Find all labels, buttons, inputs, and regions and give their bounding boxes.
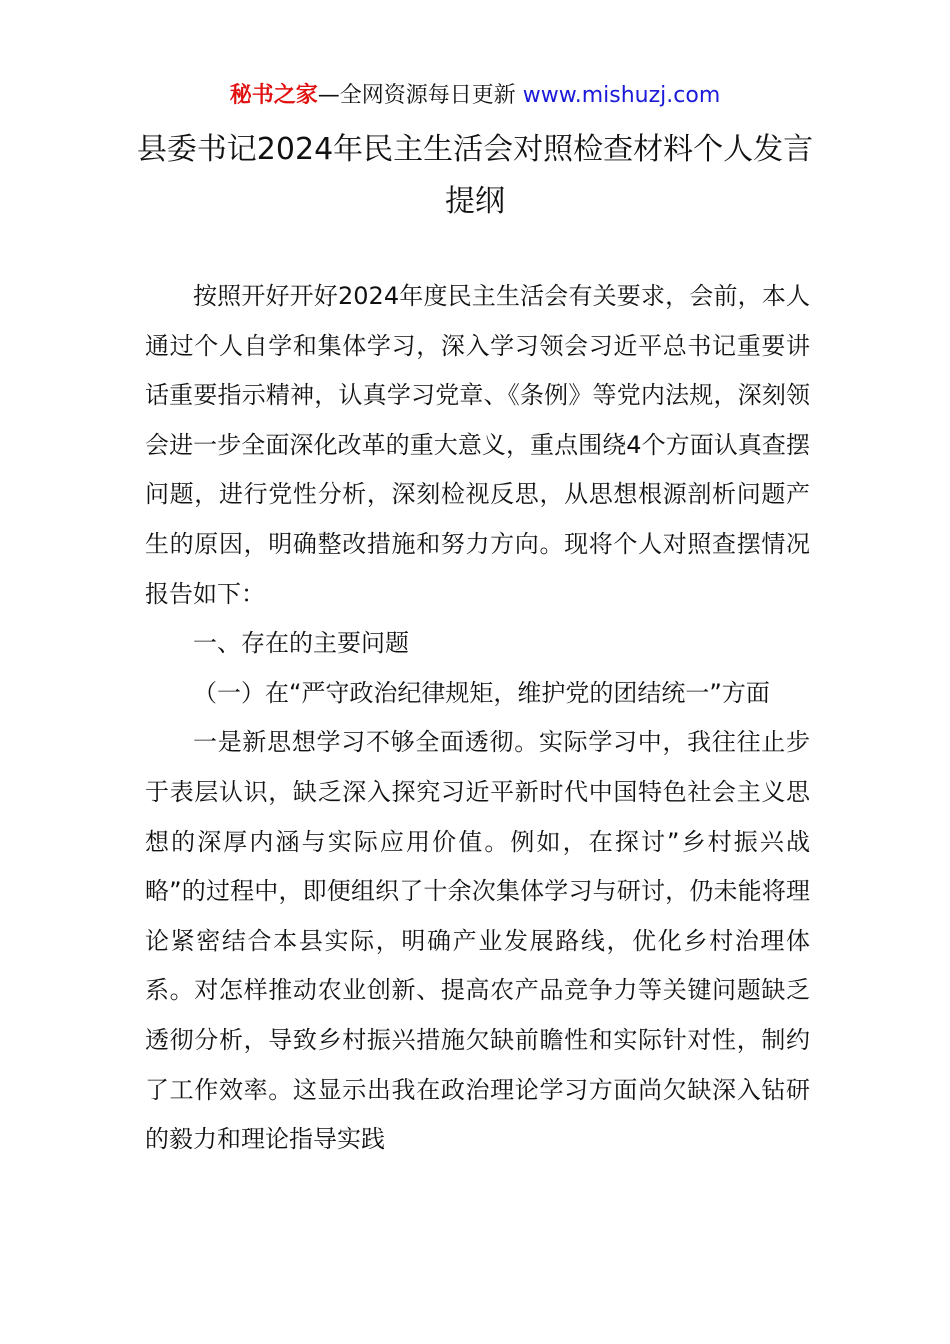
body-paragraph: 一是新思想学习不够全面透彻。实际学习中，我往往止步于表层认识，缺乏深入探究习近平新时代中国特色社会主义思想的深厚内涵与实际应用价值。例如，在探讨”乡村振兴战略”的过程中，即便组织了十余次集体学习与研讨，仍未能将理论紧密结合本县实际，明确产业发展路线，优化乡村治理体系。对怎样推动农业创新、提高农产品竞争力等关键问题缺乏透彻分析，导致乡村振兴措施欠缺前瞻性和实际针对性，制约了工作效率。这显示出我在政治理论学习方面尚欠缺深入钻研的毅力和理论指导实践	[145, 728, 810, 1154]
site-header	[0, 80, 950, 112]
site-url-link[interactable]: www.mishuzj.com	[522, 83, 721, 108]
site-tagline: —全网资源每日更新	[317, 83, 523, 108]
section-heading: 一、存在的主要问题	[193, 629, 409, 658]
intro-paragraph: 按照开好开好2024年度民主生活会有关要求，会前，本人通过个人自学和集体学习，深入学习领会习近平总书记重要讲话重要指示精神，认真学习党章、《条例》等党内法规，深刻领会进一步全面深化改革的重大意义，重点围绕4个方面认真查摆问题，进行党性分析，深刻检视反思，从思想根源剖析问题产生的原因，明确整改措施和努力方向。现将个人对照查摆情况报告如下：	[145, 282, 810, 608]
document-title: 县委书记2024年民主生活会对照检查材料个人发言提纲	[136, 132, 814, 219]
brand-name: 秘书之家	[229, 83, 318, 108]
subsection-heading: （一）在“严守政治纪律规矩，维护党的团结统一”方面	[193, 678, 770, 707]
document-body	[145, 272, 810, 1165]
